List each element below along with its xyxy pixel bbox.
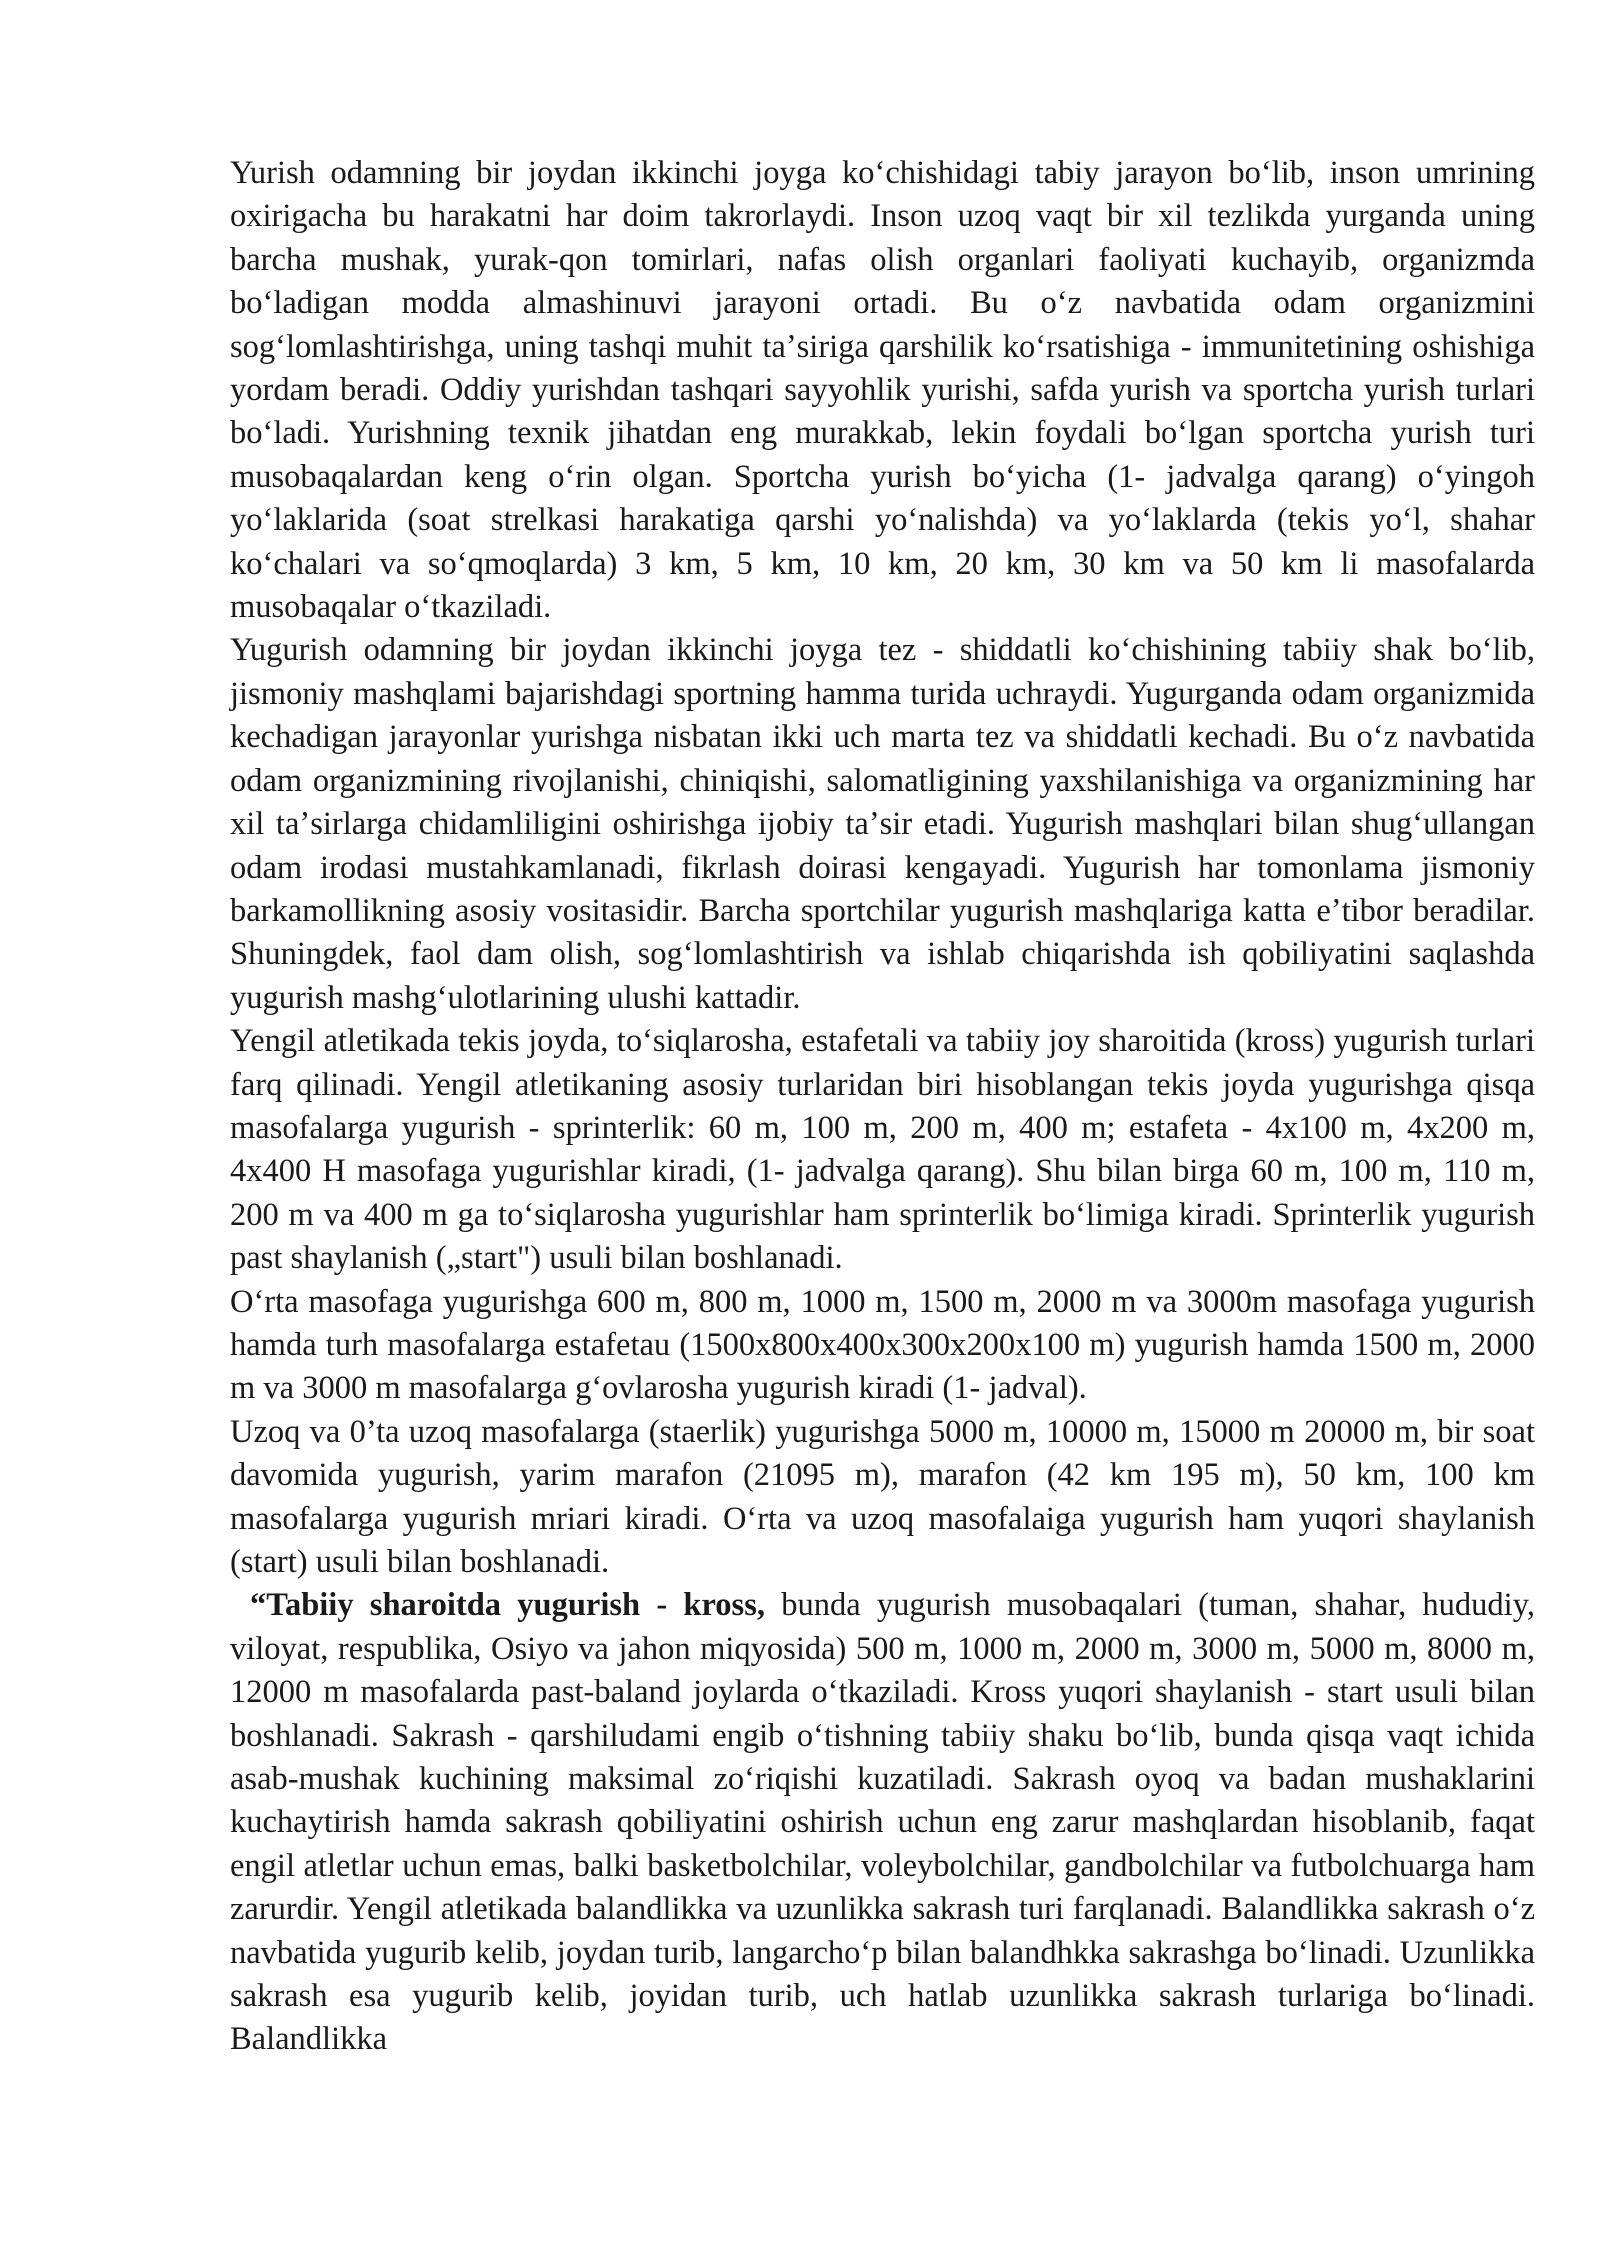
- paragraph-middle-distance: Oʻrta masofaga yugurishga 600 m, 800 m, 1000 m, 1500 m, 2000 m va 3000m masofaga yugurish hamda turh masofalarga estafetau (1500x800x400x300x200x100 m) yugurish hamda 1500 m, 2000 m va 3000 m masofalarga gʻovlarosha yugurish kiradi (1- jadval).: [230, 1283, 1535, 1407]
- cross-country-heading: “Tabiiy sharoitda yugurish - kross,: [250, 1587, 765, 1624]
- cross-country-text: bunda yugurish musobaqalari (tuman, shahar, hududiy, viloyat, respublika, Osiyo va jahon miqyosida) 500 m, 1000 m, 2000 m, 3000 m, 5000 m, 8000 m, 12000 m masofalarda past-baland joylarda oʻtkaziladi. Kross yuqori shaylanish - start usuli bilan boshlanadi. Sakrash - qarshiludami engib oʻtishning tabiiy shaku boʻlib, bunda qisqa vaqt ichida asab-mushak kuchining maksimal zoʻriqishi kuzatiladi. Sakrash oyoq va badan mushaklarini kuchaytirish hamda sakrash qobiliyatini oshirish uchun eng zarur mashqlardan hisoblanib, faqat engil atletlar uchun emas, balki basketbolchilar, voleybolchilar, gandbolchilar va futbolchuarga ham zarurdir. Yengil atletikada balandlikka va uzunlikka sakrash turi farqlanadi. Balandlikka sakrash oʻz navbatida yugurib kelib, joydan turib, langarchoʻp bilan balandhkka sakrashga boʻlinadi. Uzunlikka sakrash esa yugurib kelib, joyidan turib, uch hatlab uzunlikka sakrash turlariga boʻlinadi. Balandlikka: [230, 1587, 1535, 2058]
- paragraph-long-distance: Uzoq va 0’ta uzoq masofalarga (staerlik) yugurishga 5000 m, 10000 m, 15000 m 20000 m, bir soat davomida yugurish, yarim marafon (21095 m), marafon (42 km 195 m), 50 km, 100 km masofalarga yugurish mriari kiradi. Oʻrta va uzoq masofalaiga yugurish ham yuqori shaylanish (start) usuli bilan boshlanadi.: [230, 1413, 1535, 1580]
- paragraph-running: Yugurish odamning bir joydan ikkinchi joyga tez - shiddatli koʻchishining tabiiy shak boʻlib, jismoniy mashqlami bajarishdagi sportning hamma turida uchraydi. Yugurganda odam organizmida kechadigan jarayonlar yurishga nisbatan ikki uch marta tez va shiddatli kechadi. Bu oʻz navbatida odam organizmining rivojlanishi, chiniqishi, salomatligining yaxshilanishiga va organizmining har xil taʼsirlarga chidamliligini oshirishga ijobiy taʼsir etadi. Yugurish mashqlari bilan shugʻullangan odam irodasi mustahkamlanadi, fikrlash doirasi kengayadi. Yugurish har tomonlama jismoniy barkamollikning asosiy vositasidir. Barcha sportchilar yugurish mashqlariga katta eʼtibor beradilar. Shuningdek, faol dam olish, sogʻlomlashtirish va ishlab chiqarishda ish qobiliyatini saqlashda yugurish mashgʻulotlarining ulushi kattadir.: [230, 632, 1535, 1016]
- paragraph-sprint: Yengil atletikada tekis joyda, toʻsiqlarosha, estafetali va tabiiy joy sharoitida (kross) yugurish turlari farq qilinadi. Yengil atletikaning asosiy turlaridan biri hisoblangan tekis joyda yugurishga qisqa masofalarga yugurish - sprinterlik: 60 m, 100 m, 200 m, 400 m; estafeta - 4x100 m, 4x200 m, 4x400 H masofaga yugurishlar kiradi, (1- jadvalga qarang). Shu bilan birga 60 m, 100 m, 110 m, 200 m va 400 m ga toʻsiqlarosha yugurishlar ham sprinterlik boʻlimiga kiradi. Sprinterlik yugurish past shaylanish („start") usuli bilan boshlanadi.: [230, 1023, 1535, 1277]
- paragraph-walking: Yurish odamning bir joydan ikkinchi joyga koʻchishidagi tabiy jarayon boʻlib, inson umrining oxirigacha bu harakatni har doim takrorlaydi. Inson uzoq vaqt bir xil tezlikda yurganda uning barcha mushak, yurak-qon tomirlari, nafas olish organlari faoliyati kuchayib, organizmda boʻladigan modda almashinuvi jarayoni ortadi. Bu oʻz navbatida odam organizmini sogʻlomlashtirishga, uning tashqi muhit taʼsiriga qarshilik koʻrsatishiga - immunitetining oshishiga yordam beradi. Oddiy yurishdan tashqari sayyohlik yurishi, safda yurish va sportcha yurish turlari boʻladi. Yurishning texnik jihatdan eng murakkab, lekin foydali boʻlgan sportcha yurish turi musobaqalardan keng oʻrin olgan. Sportcha yurish boʻyicha (1- jadvalga qarang) oʻyingoh yoʻlaklarida (soat strelkasi harakatiga qarshi yoʻnalishda) va yoʻlaklarda (tekis yoʻl, shahar koʻchalari va soʻqmoqlarda) 3 km, 5 km, 10 km, 20 km, 30 km va 50 km li masofalarda musobaqalar oʻtkaziladi.: [230, 155, 1535, 626]
- paragraph-cross-country: [230, 1584, 1535, 2061]
- document-page: [230, 152, 1535, 2062]
